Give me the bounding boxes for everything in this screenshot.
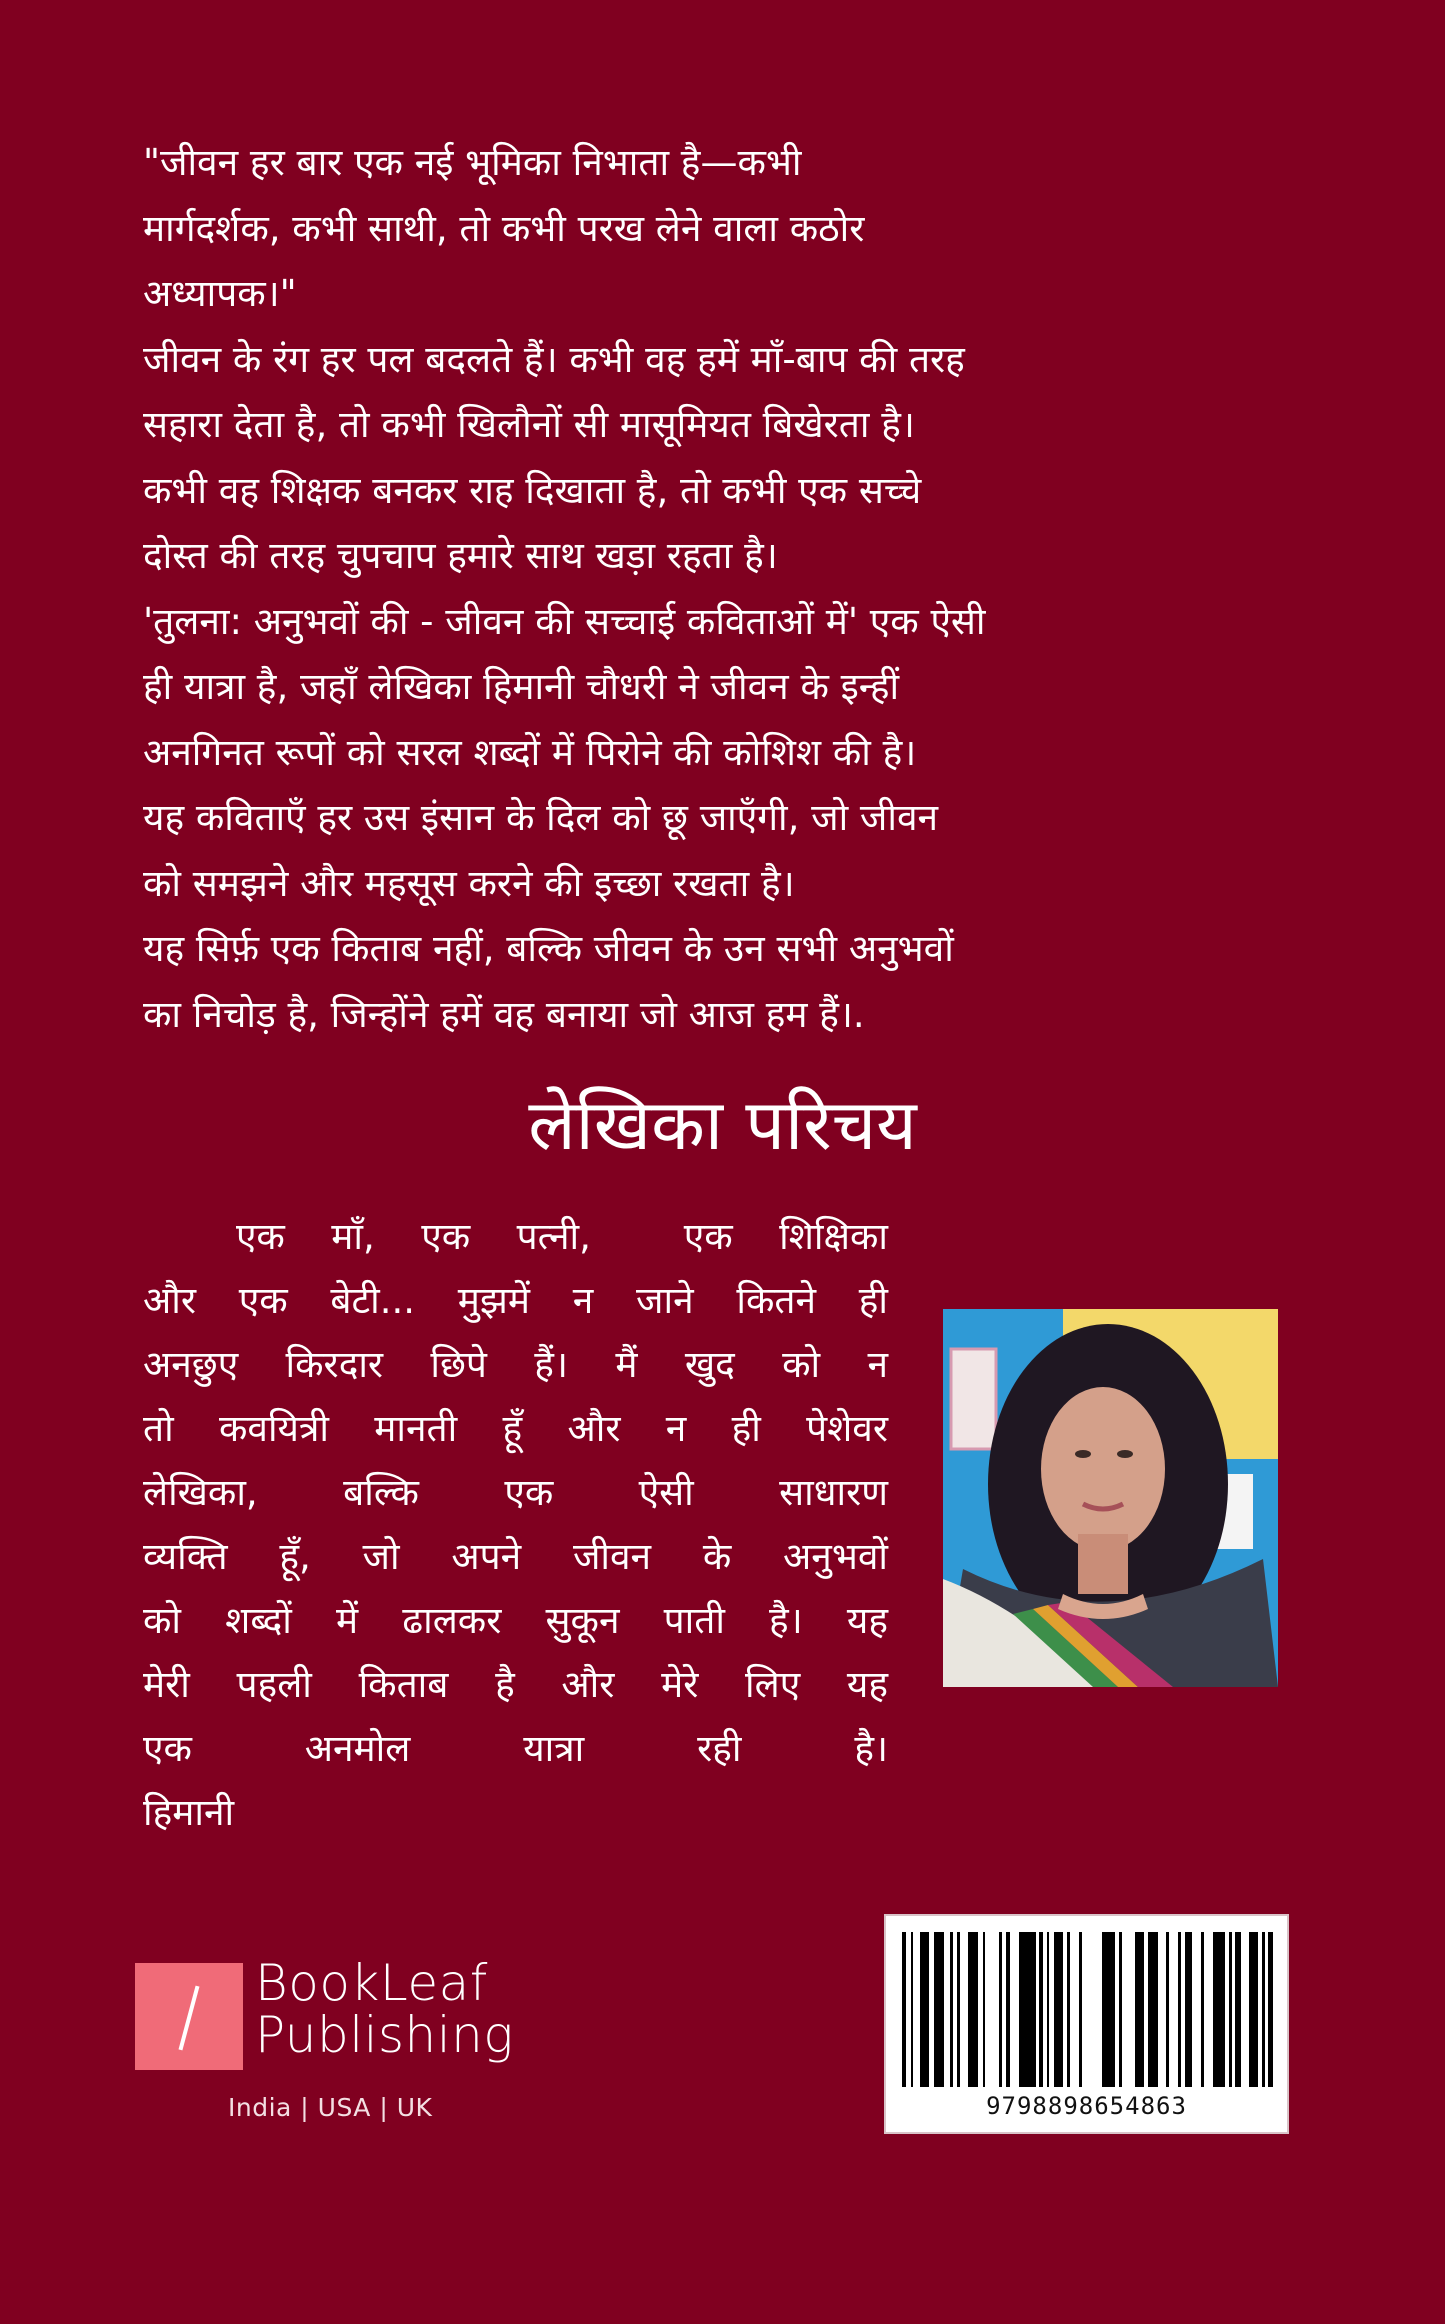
blurb-line: यह सिर्फ़ एक किताब नहीं, बल्कि जीवन के उन सभी अनुभवों (143, 927, 954, 970)
isbn-number: 9798898654863 (986, 2092, 1187, 2120)
publisher-name (255, 1954, 514, 2064)
blurb-line: यह कविताएँ हर उस इंसान के दिल को छू जाएँगी, जो जीवन (143, 796, 939, 839)
bio-line: अनछुए किरदार छिपे हैं। मैं खुद को न (143, 1343, 888, 1386)
blurb-line: दोस्त की तरह चुपचाप हमारे साथ खड़ा रहता है। (143, 534, 778, 577)
blurb-line: सहारा देता है, तो कभी खिलौनों सी मासूमियत बिखेरता है। (143, 403, 915, 446)
author-signature: हिमानी (143, 1791, 235, 1834)
blurb-line: को समझने और महसूस करने की इच्छा रखता है। (143, 861, 795, 905)
publisher-regions: India | USA | UK (228, 2093, 433, 2122)
bio-line: को शब्दों में ढालकर सुकून पाती है। यह (143, 1599, 888, 1642)
publisher-name-line1: BookLeaf (255, 1954, 488, 2012)
bio-line: एक अनमोल यात्रा रही है। (143, 1727, 888, 1770)
blurb-line: 'तुलना: अनुभवों की - जीवन की सच्चाई कविताओं में' एक ऐसी (143, 599, 986, 643)
blurb-line: अध्यापक।" (143, 272, 297, 315)
blurb-line: "जीवन हर बार एक नई भूमिका निभाता है—कभी (143, 141, 802, 184)
blurb-line: मार्गदर्शक, कभी साथी, तो कभी परख लेने वाला कठोर (143, 206, 865, 250)
bio-line: लेखिका, बल्कि एक ऐसी साधारण (143, 1471, 888, 1514)
slash-icon (179, 1986, 200, 2051)
blurb-line: कभी वह शिक्षक बनकर राह दिखाता है, तो कभी एक सच्चे (143, 468, 922, 512)
bio-line: और एक बेटी... मुझमें न जाने कितने ही (143, 1279, 888, 1322)
bio-line: मेरी पहली किताब है और मेरे लिए यह (143, 1663, 888, 1706)
logo-square (135, 1963, 243, 2070)
isbn-barcode (884, 1914, 1289, 2134)
blurb-line: जीवन के रंग हर पल बदलते हैं। कभी वह हमें माँ-बाप की तरह (143, 337, 965, 381)
barcode-bars (902, 1932, 1273, 2087)
blurb-line: अनगिनत रूपों को सरल शब्दों में पिरोने की कोशिश की है। (143, 730, 917, 774)
bio-line: तो कवयित्री मानती हूँ और न ही पेशेवर (143, 1407, 888, 1450)
author-bio (143, 1205, 888, 1845)
author-intro-heading: लेखिका परिचय (528, 1084, 917, 1166)
bio-line: व्यक्ति हूँ, जो अपने जीवन के अनुभवों (143, 1535, 888, 1578)
author-photo (943, 1309, 1278, 1687)
blurb-line: ही यात्रा है, जहाँ लेखिका हिमानी चौधरी ने जीवन के इन्हीं (143, 665, 900, 708)
bio-line: एक माँ, एक पत्नी, एक शिक्षिका (143, 1215, 888, 1258)
publisher-name-line2: Publishing (255, 2006, 514, 2064)
blurb-line: का निचोड़ है, जिन्होंने हमें वह बनाया जो आज हम हैं।. (143, 992, 865, 1036)
back-cover-blurb (143, 130, 1263, 1047)
